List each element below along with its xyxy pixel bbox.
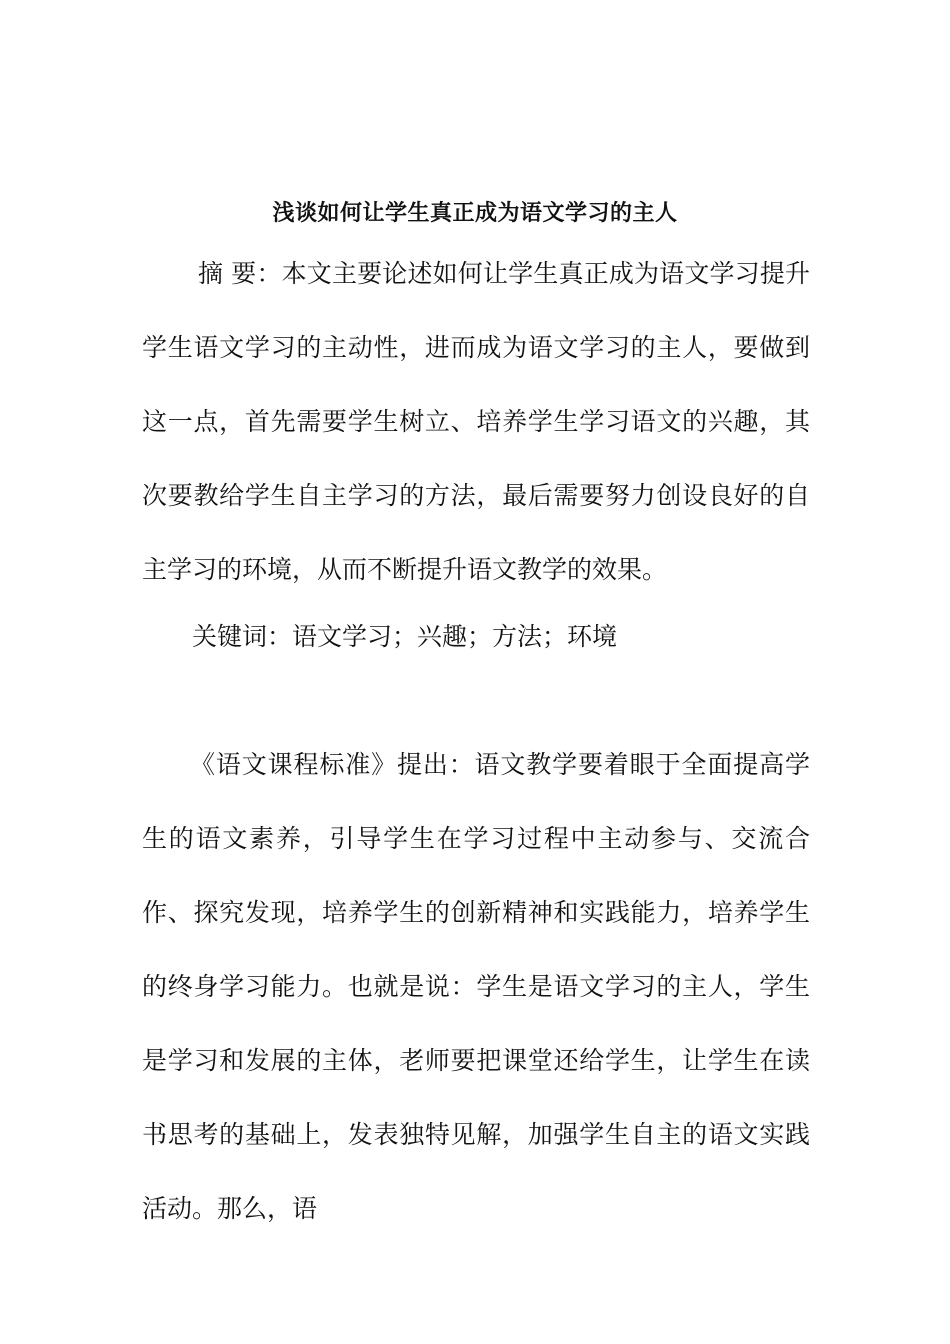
abstract-paragraph: 摘 要：本文主要论述如何让学生真正成为语文学习提升学生语文学习的主动性，进而成为语文学习的主人，要做到这一点，首先需要学生树立、培养学生学习语文的兴趣，其次要教给学生自主学习的方法，最后需要努力创设良好的自主学习的环境，从而不断提升语文教学的效果。 xyxy=(142,259,810,584)
document-title: 浅谈如何让学生真正成为语文学习的主人 xyxy=(272,200,678,226)
keywords-line: 关键词：语文学习；兴趣；方法；环境 xyxy=(192,622,618,651)
body-paragraph: 《语文课程标准》提出：语文教学要着眼于全面提高学生的语文素养，引导学生在学习过程中主动参与、交流合作、探究发现，培养学生的创新精神和实践能力，培养学生的终身学习能力。也就是说：学生是语文学习的主人，学生是学习和发展的主体，老师要把课堂还给学生，让学生在读书思考的基础上，发表独特见解，加强学生自主的语文实践活动。那么，语 xyxy=(142,750,810,1223)
